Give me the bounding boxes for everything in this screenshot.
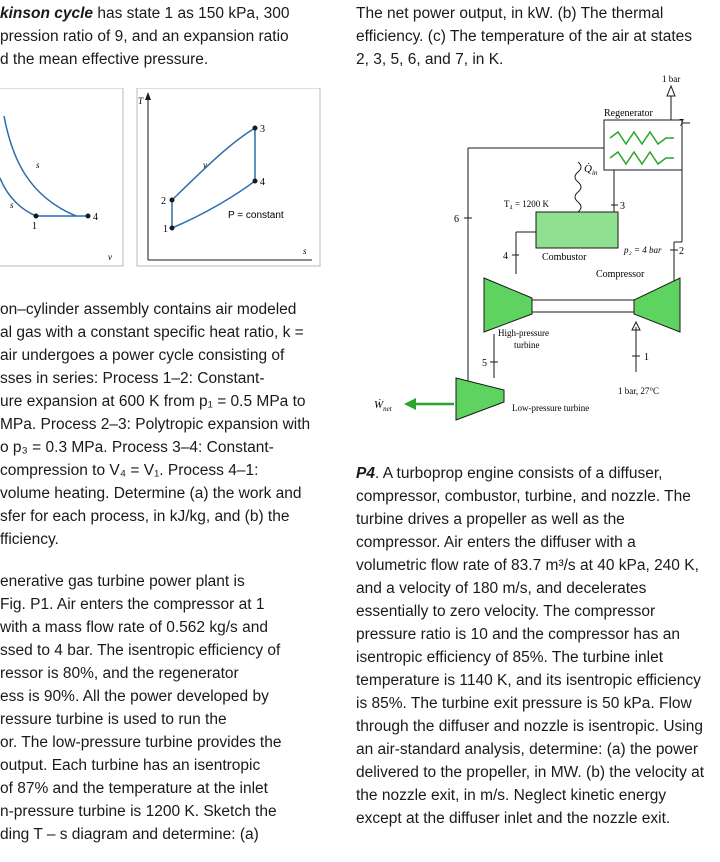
cycle-diagrams xyxy=(0,88,330,268)
combustor-box xyxy=(536,212,618,248)
p4-line: essentially to zero velocity. The compressor xyxy=(356,603,656,620)
work-net-symbol: Ẇ xyxy=(374,399,384,411)
p4-first-line-rest: . A turboprop engine consists of a diffuser, xyxy=(374,465,663,482)
ts-point-4: 4 xyxy=(260,177,265,188)
ts-point-2-marker xyxy=(170,198,175,203)
pv-v-axis-label: v xyxy=(108,252,112,262)
combustor-label: Combustor xyxy=(542,252,587,263)
hp-turbine-shape xyxy=(484,278,532,332)
heat-input-subscript: in xyxy=(591,169,598,177)
top-right-line-3: 2, 3, 5, 6, and 7, in K. xyxy=(356,51,504,68)
ts-point-3-marker xyxy=(253,126,258,131)
pv-point-1-marker xyxy=(34,214,39,219)
top-left-line-3: d the mean effective pressure. xyxy=(0,51,209,68)
p4-line: is 85%. The turbine exit pressure is 50 kPa. Flow xyxy=(356,695,692,712)
pv-s-label-upper: s xyxy=(36,160,40,170)
gas-turbine-plant-diagram xyxy=(356,72,706,422)
top-left-text xyxy=(0,2,312,71)
compressor-shape xyxy=(634,278,680,332)
piston-line: o p₃ = 0.3 MPa. Process 3–4: Constant- xyxy=(0,439,274,456)
ts-diagram xyxy=(137,88,320,266)
state-2: 2 xyxy=(679,246,684,257)
pv-s-label-lower: s xyxy=(10,200,14,210)
shaft xyxy=(532,300,634,312)
p4-line: the nozzle exit, in m/s. Neglect kinetic energy xyxy=(356,787,667,804)
state-6: 6 xyxy=(454,214,459,225)
p1-line: output. Each turbine has an isentropic xyxy=(0,757,261,774)
piston-line: sses in series: Process 1–2: Constant- xyxy=(0,370,265,387)
ts-point-3: 3 xyxy=(260,124,265,135)
p1-line: ess is 90%. All the power developed by xyxy=(0,688,269,705)
ts-point-1-marker xyxy=(170,226,175,231)
lp-turbine-label: Low-pressure turbine xyxy=(512,403,590,413)
top-right-line-1: The net power output, in kW. (b) The thermal xyxy=(356,5,664,22)
p4-line: through the diffuser and nozzle is isentropic. Using xyxy=(356,718,703,735)
pv-diagram xyxy=(0,88,123,266)
ts-v-label: v xyxy=(203,160,207,170)
regenerator-label: Regenerator xyxy=(604,108,653,119)
p4-line: volumetric flow rate of 83.7 m³/s at 40 kPa, 240 K, xyxy=(356,557,699,574)
hp-turbine-label-2: turbine xyxy=(514,340,540,350)
p4-line: pressure ratio is 10 and the compressor has an xyxy=(356,626,680,643)
work-net-label xyxy=(374,399,393,413)
lp-turbine-shape xyxy=(456,378,504,420)
p1-line: of 87% and the temperature at the inlet xyxy=(0,780,268,797)
heat-input-symbol: Q̇ xyxy=(584,163,592,175)
p4-line: isentropic efficiency of 85%. The turbine inlet xyxy=(356,649,664,666)
p4-line: an air-standard analysis, determine: (a) the power xyxy=(356,741,699,758)
state-5: 5 xyxy=(482,358,487,369)
piston-line: compression to V₄ = V₁. Process 4–1: xyxy=(0,462,259,479)
piston-line: MPa. Process 2–3: Polytropic expansion with xyxy=(0,416,311,433)
piston-line: sfer for each process, in kJ/kg, and (b) the xyxy=(0,508,290,525)
ts-s-axis-label: s xyxy=(303,246,307,256)
piston-line: on–cylinder assembly contains air modeled xyxy=(0,301,297,318)
problem-p4-turboprop xyxy=(356,462,704,830)
pv-point-4: 4 xyxy=(93,212,98,223)
p1-line: ding T – s diagram and determine: (a) xyxy=(0,826,259,843)
ts-t-axis-label: T xyxy=(138,96,144,106)
p1-line: Fig. P1. Air enters the compressor at 1 xyxy=(0,596,265,613)
top-left-line-2: pression ratio of 9, and an expansion ratio xyxy=(0,28,289,45)
p2-label: p₂ = 4 bar xyxy=(624,245,662,255)
p1-line: with a mass flow rate of 0.562 kg/s and xyxy=(0,619,268,636)
p1-line: ssed to 4 bar. The isentropic efficiency of xyxy=(0,642,281,659)
p4-line: compressor, combustor, turbine, and nozzle. The xyxy=(356,488,691,505)
top-left-line-1-rest: has state 1 as 150 kPa, 300 xyxy=(93,5,290,22)
problem-piston-cylinder xyxy=(0,298,312,551)
heat-input-label xyxy=(584,163,598,177)
p4-line: temperature is 1140 K, and its isentropic efficiency xyxy=(356,672,701,689)
exhaust-pressure-label: 1 bar xyxy=(662,74,681,84)
p1-line: ressure turbine is used to run the xyxy=(0,711,227,728)
p1-line: enerative gas turbine power plant is xyxy=(0,573,245,590)
hp-turbine-label-1: High-pressure xyxy=(498,328,549,338)
p4-line: delivered to the propeller, in MW. (b) the velocity at xyxy=(356,764,705,781)
ts-pressure-label: P = constant xyxy=(228,210,284,221)
p4-label: P4 xyxy=(356,465,375,482)
piston-line: al gas with a constant specific heat ratio, k = xyxy=(0,324,304,341)
t4-label: T₄ = 1200 K xyxy=(504,199,549,209)
p4-line: except at the diffuser inlet and the nozzle exit. xyxy=(356,810,671,827)
ts-point-2: 2 xyxy=(161,196,166,207)
state-4: 4 xyxy=(503,251,508,262)
piston-line: volume heating. Determine (a) the work and xyxy=(0,485,302,502)
cycle-name: kinson cycle xyxy=(0,5,94,22)
ts-point-4-marker xyxy=(253,179,258,184)
piston-line: fficiency. xyxy=(0,531,59,548)
regenerator-coil-upper xyxy=(610,132,674,144)
p4-line: compressor. Air enters the diffuser with a xyxy=(356,534,636,551)
state-1: 1 xyxy=(644,352,649,363)
state-3: 3 xyxy=(620,201,625,212)
problem-p1-gas-turbine xyxy=(0,570,312,846)
top-right-text xyxy=(356,2,706,71)
pv-point-4-marker xyxy=(86,214,91,219)
p1-line: n-pressure turbine is 1200 K. Sketch the xyxy=(0,803,277,820)
compressor-label: Compressor xyxy=(596,269,645,280)
p4-line: and a velocity of 180 m/s, and decelerates xyxy=(356,580,647,597)
p4-line: turbine drives a propeller as well as the xyxy=(356,511,625,528)
piston-line: air undergoes a power cycle consisting of xyxy=(0,347,285,364)
ts-point-1: 1 xyxy=(163,224,168,235)
regenerator-coil-lower xyxy=(610,152,674,164)
piston-line: ure expansion at 600 K from p₁ = 0.5 MPa to xyxy=(0,393,306,410)
top-left-line-1 xyxy=(0,2,312,25)
top-right-line-2: efficiency. (c) The temperature of the air at states xyxy=(356,28,692,45)
state-7: 7 xyxy=(679,118,684,129)
p1-line: ressor is 80%, and the regenerator xyxy=(0,665,239,682)
p1-line: or. The low-pressure turbine provides the xyxy=(0,734,282,751)
pv-point-1: 1 xyxy=(32,221,37,232)
inlet-conditions-label: 1 bar, 27°C xyxy=(618,386,659,396)
work-net-subscript: net xyxy=(383,405,392,413)
p4-first-line xyxy=(356,462,704,485)
exhaust-arrow xyxy=(667,86,675,96)
